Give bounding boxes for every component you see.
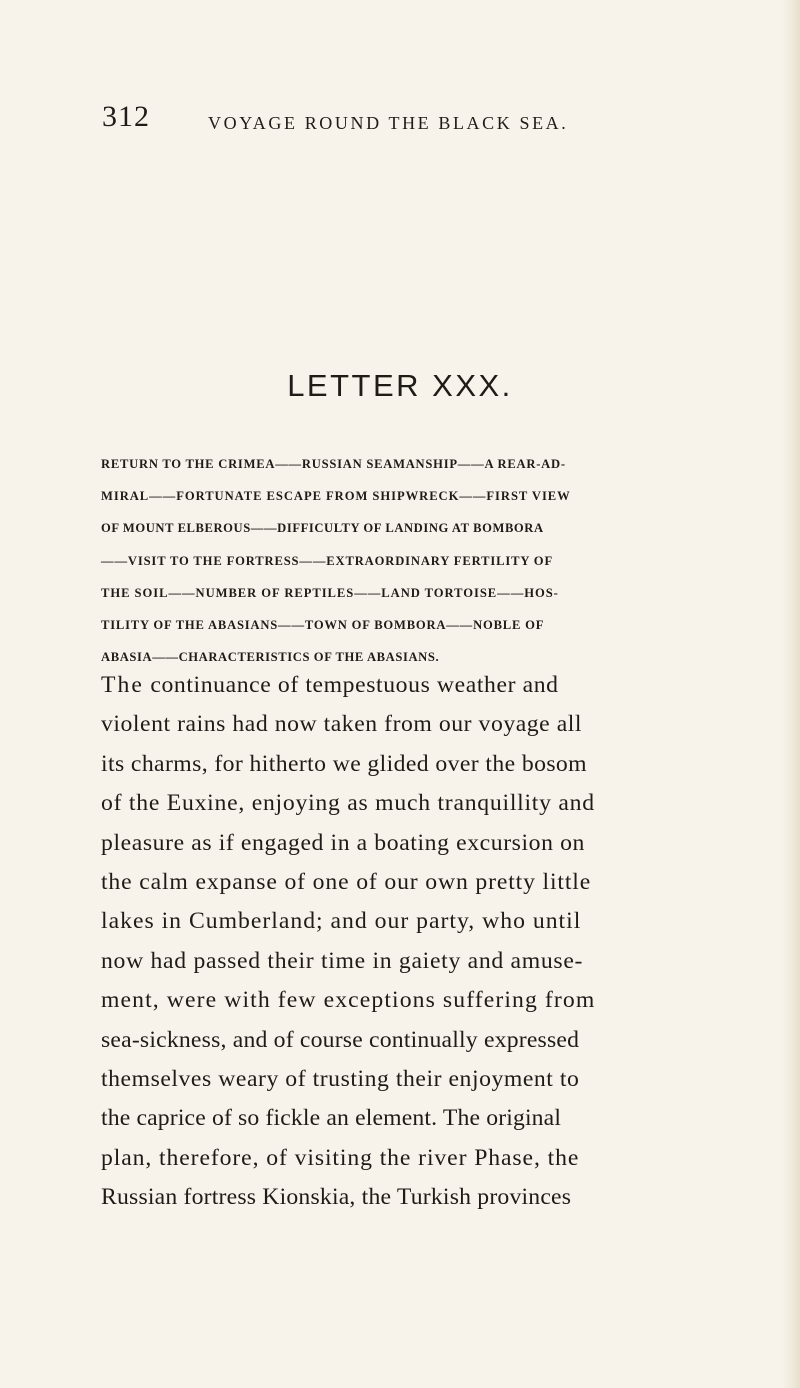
page-number: 312 (102, 100, 150, 133)
body-line: ment, were with few exceptions suffering from (101, 987, 596, 1014)
body-text (101, 666, 721, 1217)
body-line: its charms, for hitherto we glided over the bosom (101, 750, 588, 777)
page-edge-shadow (782, 0, 800, 1388)
body-line-first (101, 666, 721, 705)
body-line: themselves weary of trusting their enjoyment to (101, 1065, 580, 1092)
chapter-heading: LETTER XXX. (287, 368, 513, 403)
body-line: plan, therefore, of visiting the river Phase, the (101, 1144, 580, 1171)
synopsis-line: THE SOIL——NUMBER OF REPTILES——LAND TORTOISE——HOS- (101, 585, 559, 600)
synopsis-line: RETURN TO THE CRIMEA——RUSSIAN SEAMANSHIP——A REAR-AD- (101, 457, 566, 471)
body-line: sea-sickness, and of course continually expressed (101, 1026, 580, 1053)
body-line: pleasure as if engaged in a boating excursion on (101, 829, 585, 856)
body-line: the calm expanse of one of our own pretty little (101, 868, 592, 895)
synopsis-line: ABASIA——CHARACTERISTICS OF THE ABASIANS. (101, 650, 440, 665)
running-head (102, 100, 702, 140)
body-line: lakes in Cumberland; and our party, who until (101, 908, 582, 935)
body-first-word: The (101, 672, 144, 698)
body-line: Russian fortress Kionskia, the Turkish provinces (101, 1184, 572, 1211)
body-line: of the Euxine, enjoying as much tranquillity and (101, 790, 595, 817)
body-line: now had passed their time in gaiety and amuse- (101, 947, 584, 974)
synopsis-line: ——VISIT TO THE FORTRESS——EXTRAORDINARY FERTILITY OF (101, 553, 553, 568)
chapter-synopsis (101, 448, 721, 673)
body-line: the caprice of so fickle an element. The original (101, 1105, 562, 1132)
synopsis-line: TILITY OF THE ABASIANS——TOWN OF BOMBORA——NOBLE OF (101, 617, 545, 632)
synopsis-line: OF MOUNT ELBEROUS——DIFFICULTY OF LANDING AT BOMBORA (101, 521, 544, 536)
running-title: VOYAGE ROUND THE BLACK SEA. (208, 113, 569, 133)
body-line: violent rains had now taken from our voyage all (101, 711, 583, 738)
synopsis-line: MIRAL——FORTUNATE ESCAPE FROM SHIPWRECK——FIRST VIEW (101, 489, 571, 504)
body-first-line-rest: continuance of tempestuous weather and (143, 672, 559, 698)
